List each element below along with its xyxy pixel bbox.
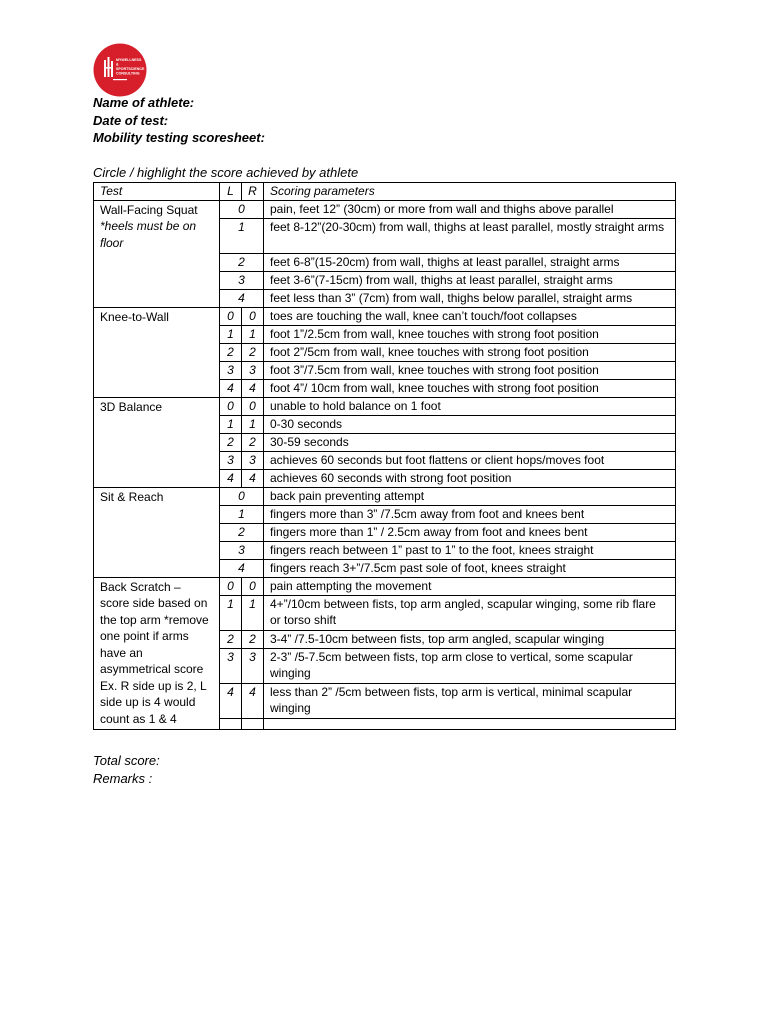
test-date-label: Date of test: — [93, 112, 169, 128]
param-cell: 3-4” /7.5-10cm between fists, top arm angled, scapular winging — [264, 630, 676, 648]
test-wall-squat — [94, 200, 220, 307]
svg-text:MYWELLNESS: MYWELLNESS — [116, 58, 142, 62]
svg-text:CONSULTING: CONSULTING — [116, 71, 140, 76]
score-r-cell[interactable]: 2 — [242, 433, 264, 451]
param-cell: less than 2” /5cm between fists, top arm is vertical, minimal scapular winging — [264, 683, 676, 718]
score-l-cell[interactable]: 2 — [220, 630, 242, 648]
param-cell: pain, feet 12” (30cm) or more from wall and thighs above parallel — [264, 200, 676, 218]
test-3d-balance: 3D Balance — [94, 397, 220, 487]
table-row — [94, 397, 676, 415]
score-r-cell[interactable]: 1 — [242, 325, 264, 343]
score-cell[interactable]: 3 — [220, 271, 264, 289]
score-l-cell[interactable]: 4 — [220, 683, 242, 718]
score-l-cell[interactable]: 1 — [220, 415, 242, 433]
score-cell[interactable]: 1 — [220, 218, 264, 253]
athlete-name-label: Name of athlete: — [93, 95, 195, 110]
param-cell: 2-3” /5-7.5cm between fists, top arm close to vertical, some scapular winging — [264, 648, 676, 683]
score-r-cell[interactable]: 1 — [242, 595, 264, 630]
table-row — [94, 307, 676, 325]
score-l-cell[interactable]: 0 — [220, 577, 242, 595]
score-r-cell[interactable]: 4 — [242, 379, 264, 397]
scoresheet-table — [93, 182, 676, 730]
score-cell[interactable]: 0 — [220, 487, 264, 505]
col-test-header: Test — [94, 183, 220, 201]
score-cell[interactable]: 4 — [220, 289, 264, 307]
empty-cell — [220, 718, 242, 729]
param-cell: feet less than 3” (7cm) from wall, thighs below parallel, straight arms — [264, 289, 676, 307]
total-score-label: Total score: — [93, 753, 160, 768]
param-cell: achieves 60 seconds but foot flattens or client hops/moves foot — [264, 451, 676, 469]
col-r-header: R — [242, 183, 264, 201]
score-r-cell[interactable]: 2 — [242, 630, 264, 648]
score-l-cell[interactable]: 4 — [220, 379, 242, 397]
score-r-cell[interactable]: 4 — [242, 469, 264, 487]
score-r-cell[interactable]: 3 — [242, 451, 264, 469]
param-cell: foot 4”/ 10cm from wall, knee touches with strong foot position — [264, 379, 676, 397]
col-l-header: L — [220, 183, 242, 201]
test-back-scratch: Back Scratch – score side based on the top arm *remove one point if arms have an asymmetrical score Ex. R side up is 2, L side up is 4 would count as 1 & 4 — [94, 577, 220, 729]
remarks-label: Remarks : — [93, 770, 153, 786]
table-row — [94, 200, 676, 218]
test-note: *heels must be on floor — [100, 219, 197, 250]
sheet-title: Mobility testing scoresheet: — [93, 130, 265, 145]
score-l-cell[interactable]: 4 — [220, 469, 242, 487]
svg-text:SPORTSCIENCE: SPORTSCIENCE — [116, 67, 145, 71]
score-r-cell[interactable]: 3 — [242, 361, 264, 379]
score-cell[interactable]: 3 — [220, 541, 264, 559]
company-logo — [93, 43, 147, 97]
param-cell: achieves 60 seconds with strong foot position — [264, 469, 676, 487]
score-r-cell[interactable]: 2 — [242, 343, 264, 361]
empty-cell — [264, 718, 676, 729]
param-cell: back pain preventing attempt — [264, 487, 676, 505]
score-r-cell[interactable]: 4 — [242, 683, 264, 718]
table-row — [94, 577, 676, 595]
score-l-cell[interactable]: 3 — [220, 648, 242, 683]
param-cell: feet 3-6”(7-15cm) from wall, thighs at least parallel, straight arms — [264, 271, 676, 289]
table-header-row — [94, 183, 676, 201]
score-l-cell[interactable]: 1 — [220, 325, 242, 343]
col-params-header: Scoring parameters — [264, 183, 676, 201]
param-cell: fingers more than 1” / 2.5cm away from foot and knees bent — [264, 523, 676, 541]
score-r-cell[interactable]: 0 — [242, 577, 264, 595]
score-r-cell[interactable]: 1 — [242, 415, 264, 433]
score-cell[interactable]: 2 — [220, 253, 264, 271]
param-cell: foot 2”/5cm from wall, knee touches with strong foot position — [264, 343, 676, 361]
score-r-cell[interactable]: 0 — [242, 307, 264, 325]
score-l-cell[interactable]: 0 — [220, 397, 242, 415]
table-row — [94, 487, 676, 505]
param-cell: pain attempting the movement — [264, 577, 676, 595]
sheet-header — [93, 94, 265, 147]
param-cell: foot 3”/7.5cm from wall, knee touches with strong foot position — [264, 361, 676, 379]
svg-text:&: & — [116, 62, 119, 67]
score-cell[interactable]: 2 — [220, 523, 264, 541]
score-cell[interactable]: 0 — [220, 200, 264, 218]
param-cell: fingers reach 3+”/7.5cm past sole of foot, knees straight — [264, 559, 676, 577]
param-cell: unable to hold balance on 1 foot — [264, 397, 676, 415]
score-l-cell[interactable]: 1 — [220, 595, 242, 630]
param-cell: toes are touching the wall, knee can’t touch/foot collapses — [264, 307, 676, 325]
instruction-text: Circle / highlight the score achieved by athlete — [93, 165, 359, 180]
score-r-cell[interactable]: 0 — [242, 397, 264, 415]
param-cell: fingers reach between 1” past to 1” to the foot, knees straight — [264, 541, 676, 559]
logo-underline — [113, 79, 127, 80]
param-cell: feet 6-8”(15-20cm) from wall, thighs at least parallel, straight arms — [264, 253, 676, 271]
param-cell: foot 1”/2.5cm from wall, knee touches with strong foot position — [264, 325, 676, 343]
empty-cell — [242, 718, 264, 729]
score-l-cell[interactable]: 3 — [220, 451, 242, 469]
score-l-cell[interactable]: 2 — [220, 433, 242, 451]
param-cell: 4+”/10cm between fists, top arm angled, scapular winging, some rib flare or torso shift — [264, 595, 676, 630]
test-knee-to-wall: Knee-to-Wall — [94, 307, 220, 397]
score-l-cell[interactable]: 2 — [220, 343, 242, 361]
score-l-cell[interactable]: 0 — [220, 307, 242, 325]
param-cell: feet 8-12”(20-30cm) from wall, thighs at least parallel, mostly straight arms — [264, 218, 676, 253]
param-cell: fingers more than 3” /7.5cm away from foot and knees bent — [264, 505, 676, 523]
score-cell[interactable]: 1 — [220, 505, 264, 523]
sheet-footer — [93, 752, 160, 787]
score-r-cell[interactable]: 3 — [242, 648, 264, 683]
score-cell[interactable]: 4 — [220, 559, 264, 577]
test-name: Wall-Facing Squat — [100, 202, 198, 217]
param-cell: 30-59 seconds — [264, 433, 676, 451]
param-cell: 0-30 seconds — [264, 415, 676, 433]
score-l-cell[interactable]: 3 — [220, 361, 242, 379]
test-sit-reach: Sit & Reach — [94, 487, 220, 577]
